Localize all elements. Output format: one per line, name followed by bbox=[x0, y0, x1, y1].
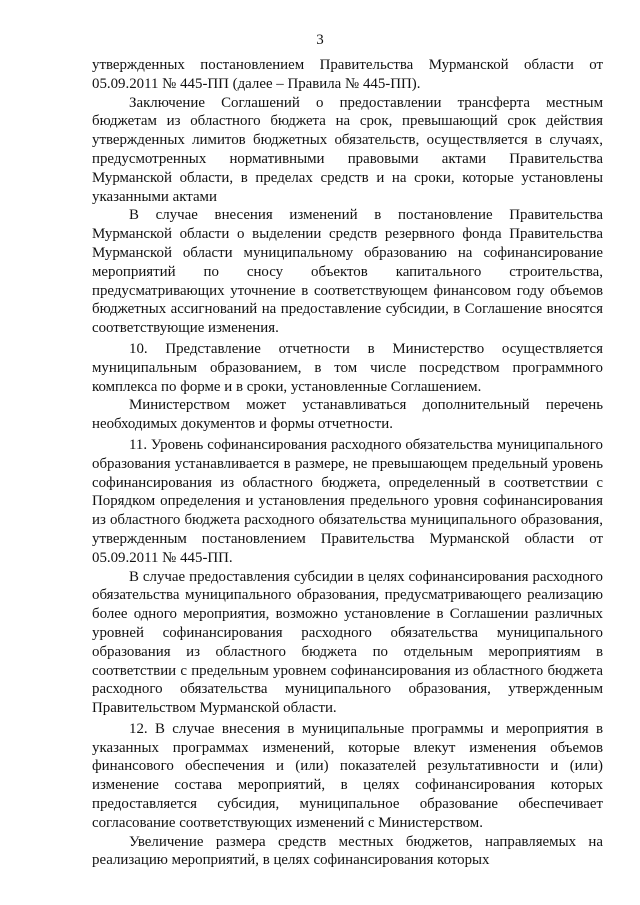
paragraph-cofinancing-levels: В случае предоставления субсидии в целях софинансирования расходного обязательства муниципального образования, предусматривающего реализацию более одного мероприятия, возможно установление в Соглашении различных уровней софинансирования расходного обязательства муниципального образования из областного бюджета по отдельным мероприятиям в соответствии с предельным уровнем софинансирования из областного бюджета расходного обязательства муниципального образования, утвержденным Правительством Мурманской области. bbox=[92, 568, 603, 717]
paragraph-additional-documents: Министерством может устанавливаться дополнительный перечень необходимых документов и формы отчетности. bbox=[92, 397, 603, 433]
paragraph-continuation: утвержденных постановлением Правительства Мурманской области от 05.09.2011 № 445-ПП (далее – Правила № 445-ПП). bbox=[92, 57, 603, 92]
paragraph-agreements-conclusion: Заключение Соглашений о предоставлении трансферта местным бюджетам из областного бюджета на срок, превышающий срок действия утвержденных лимитов бюджетных обязательств, осуществляется в случаях, предусмотренных нормативными правовыми актами Правительства Мурманской области, в пределах средств и на сроки, которые установлены указанными актами bbox=[92, 94, 603, 205]
paragraph-local-budget-increase: Увеличение размера средств местных бюджетов, направляемых на реализацию мероприятий, в целях софинансирования которых bbox=[92, 833, 603, 869]
paragraph-reserve-fund-changes: В случае внесения изменений в постановление Правительства Мурманской области о выделении средств резервного фонда Правительства Мурманской области муниципальному образованию на софинансирование мероприятий по сносу объектов капитального строительства, предусматривающих уточнение в соответствующем финансовом году объемов бюджетных ассигнований на предоставление субсидии, в Соглашение вносятся соответствующие изменения. bbox=[92, 207, 603, 337]
paragraph-item-12: 12. В случае внесения в муниципальные программы и мероприятия в указанных программах изменений, которые влекут изменения объемов финансового обеспечения и (или) показателей результативности и (или) изменение состава мероприятий, в целях софинансирования которых предоставляется субсидия, муниципальное образование обеспечивает согласование соответствующих изменений с Министерством. bbox=[92, 720, 603, 831]
paragraph-item-10: 10. Представление отчетности в Министерство осуществляется муниципальным образованием, в том числе посредством программного комплекса по форме и в сроки, установленные Соглашением. bbox=[92, 340, 603, 395]
paragraph-item-11: 11. Уровень софинансирования расходного обязательства муниципального образования устанавливается в размере, не превышающем предельный уровень софинансирования из областного бюджета, определенный в соответствии с Порядком определения и установления предельного уровня софинансирования из областного бюджета расходного обязательства муниципального образования, утвержденным постановлением Правительства Мурманской области от 05.09.2011 № 445-ПП. bbox=[92, 436, 603, 566]
document-body bbox=[92, 56, 603, 870]
page-number: 3 bbox=[316, 32, 324, 48]
